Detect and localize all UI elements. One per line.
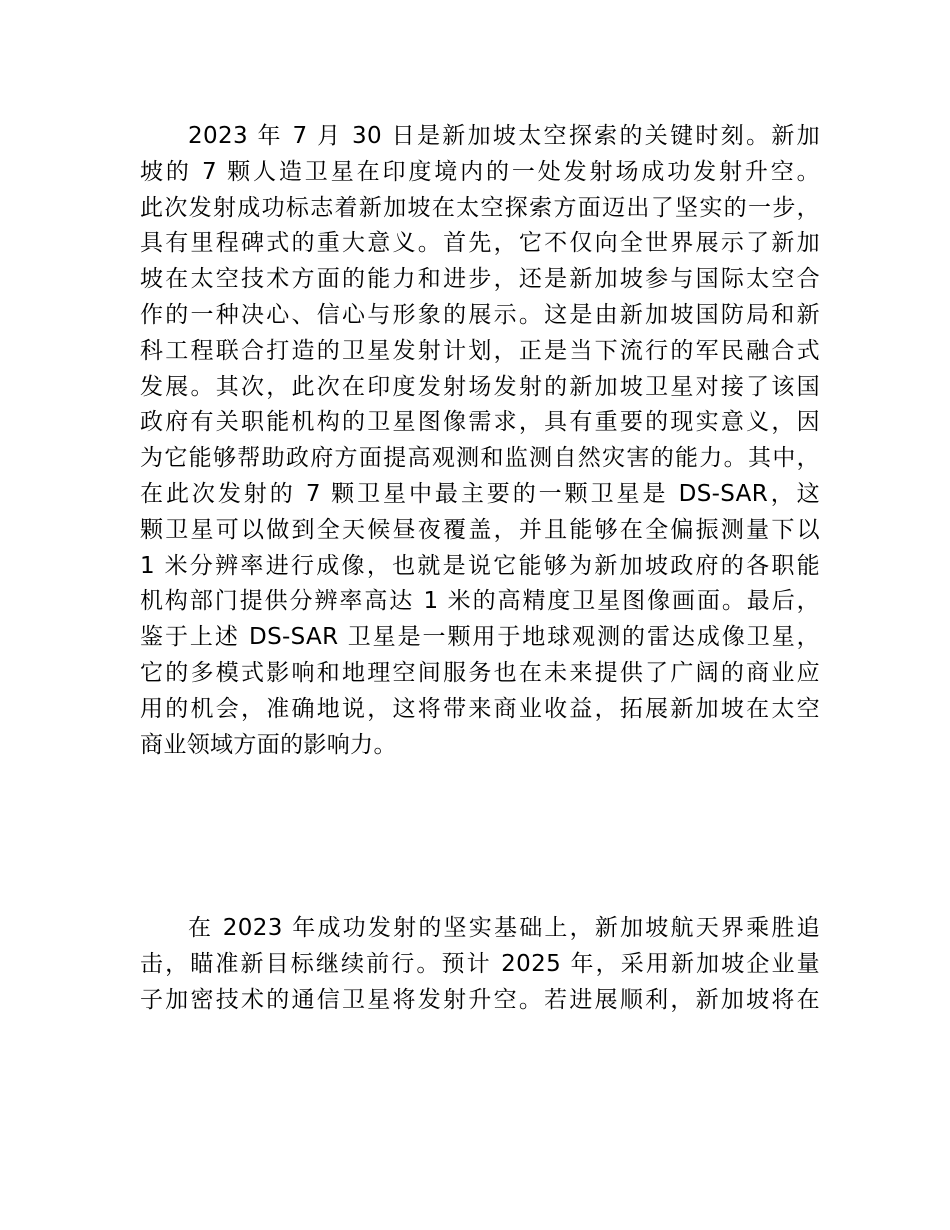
paragraph-line: 在此次发射的 7 颗卫星中最主要的一颗卫星是 DS-SAR，这 xyxy=(140,480,820,507)
paragraph-line: 坡在太空技术方面的能力和进步，还是新加坡参与国际太空合 xyxy=(140,266,820,293)
paragraph-line: 政府有关职能机构的卫星图像需求，具有重要的现实意义，因 xyxy=(140,409,820,436)
paragraph-line: 发展。其次，此次在印度发射场发射的新加坡卫星对接了该国 xyxy=(140,373,820,400)
paragraph-line: 为它能够帮助政府方面提高观测和监测自然灾害的能力。其中， xyxy=(140,445,820,472)
paragraph-line: 鉴于上述 DS-SAR 卫星是一颗用于地球观测的雷达成像卫星， xyxy=(140,624,820,651)
paragraph-line: 在 2023 年成功发射的坚实基础上，新加坡航天界乘胜追 xyxy=(188,915,820,941)
paragraph-line: 科工程联合打造的卫星发射计划，正是当下流行的军民融合式 xyxy=(140,337,820,364)
paragraph-line: 用的机会，准确地说，这将带来商业收益，拓展新加坡在太空 xyxy=(140,695,820,722)
paragraph-1 xyxy=(140,119,820,763)
paragraph-line: 此次发射成功标志着新加坡在太空探索方面迈出了坚实的一步， xyxy=(140,194,820,221)
paragraph-line: 商业领域方面的影响力。 xyxy=(140,731,397,758)
paragraph-line: 作的一种决心、信心与形象的展示。这是由新加坡国防局和新 xyxy=(140,301,820,328)
paragraph-line: 坡的 7 颗人造卫星在印度境内的一处发射场成功发射升空。 xyxy=(140,158,820,185)
paragraph-line: 击，瞄准新目标继续前行。预计 2025 年，采用新加坡企业量 xyxy=(140,950,820,977)
paragraph-line: 2023 年 7 月 30 日是新加坡太空探索的关键时刻。新加 xyxy=(188,123,820,149)
paragraph-line: 它的多模式影响和地理空间服务也在未来提供了广阔的商业应 xyxy=(140,659,820,686)
paragraph-line: 颗卫星可以做到全天候昼夜覆盖，并且能够在全偏振测量下以 xyxy=(140,516,820,543)
paragraph-line: 机构部门提供分辨率高达 1 米的高精度卫星图像画面。最后， xyxy=(140,588,820,615)
paragraph-line: 1 米分辨率进行成像，也就是说它能够为新加坡政府的各职能 xyxy=(140,552,820,579)
paragraph-2 xyxy=(140,911,820,1018)
paragraph-line: 子加密技术的通信卫星将发射升空。若进展顺利，新加坡将在 xyxy=(140,986,820,1013)
paragraph-line: 具有里程碑式的重大意义。首先，它不仅向全世界展示了新加 xyxy=(140,230,820,257)
